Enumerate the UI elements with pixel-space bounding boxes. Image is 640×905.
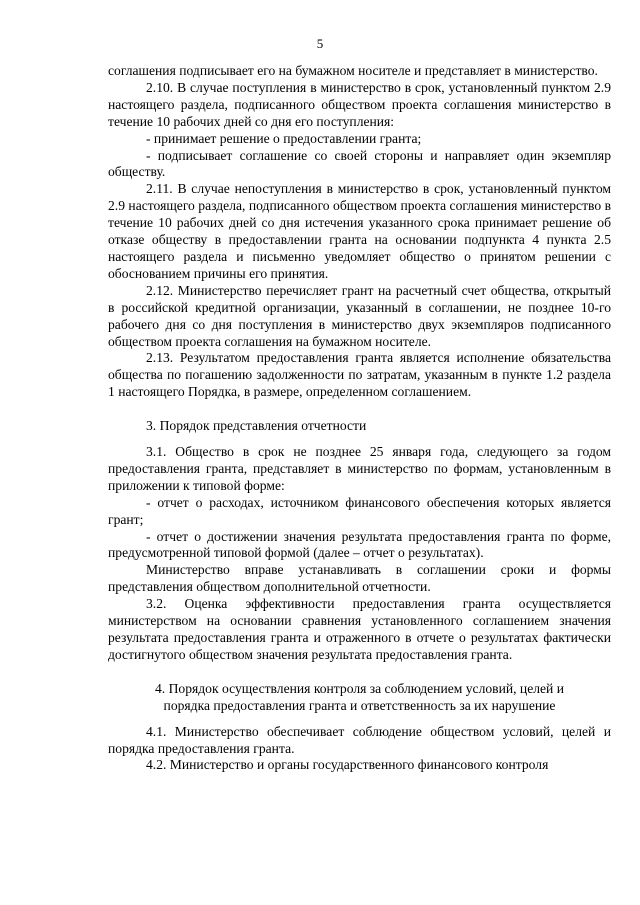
paragraph-additional-reporting: Министерство вправе устанавливать в соглашении сроки и формы представления обществом дополнительной отчетности. xyxy=(108,562,611,595)
list-item-result-report: - отчет о достижении значения результата предоставления гранта по форме, предусмотренной типовой формой (далее – отчет о результатах). xyxy=(108,528,611,561)
paragraph-2-11: 2.11. В случае непоступления в министерство в срок, установленный пунктом 2.9 настоящего раздела, подписанного обществом проекта соглашения министерство в течение 10 рабочих дней со дня истечения указанного срока принимает решение об отказе обществу в предоставлении гранта на основании подпункта 4 пункта 2.5 настоящего раздела и письменно уведомляет общество о принятом решении с обоснованием причины его принятия. xyxy=(108,181,611,281)
paragraph-3-1: 3.1. Общество в срок не позднее 25 января года, следующего за годом предоставления гранта, представляет в министерство по формам, установленным в приложении к типовой форме: xyxy=(108,444,611,493)
section-heading-4-line1: 4. Порядок осуществления контроля за соблюдением условий, целей и xyxy=(154,680,564,696)
document-body xyxy=(108,63,611,774)
paragraph-2-10: 2.10. В случае поступления в министерство в срок, установленный пунктом 2.9 настоящего раздела, подписанного обществом проекта соглашения министерство в течение 10 рабочих дней со дня его поступления: xyxy=(108,79,611,129)
list-item-sign: - подписывает соглашение со своей стороны и направляет один экземпляр обществу. xyxy=(108,147,611,180)
list-item-expense-report: - отчет о расходах, источником финансового обеспечения которых является грант; xyxy=(108,494,611,527)
list-item-decision: - принимает решение о предоставлении гранта; xyxy=(146,130,422,146)
paragraph-4-1: 4.1. Министерство обеспечивает соблюдение обществом условий, целей и порядка предоставления гранта. xyxy=(108,723,611,756)
paragraph-2-12: 2.12. Министерство перечисляет грант на расчетный счет общества, открытый в российской кредитной организации, указанный в соглашении, не позднее 10-го рабочего дня со дня поступления в министерство двух экземпляров подписанного обществом проекта соглашения на бумажном носителе. xyxy=(108,282,611,349)
paragraph-4-2: 4.2. Министерство и органы государственного финансового контроля xyxy=(146,757,549,773)
section-heading-3: 3. Порядок представления отчетности xyxy=(146,418,367,434)
paragraph-2-13: 2.13. Результатом предоставления гранта является исполнение обязательства общества по погашению задолженности по затратам, указанным в пункте 1.2 раздела 1 настоящего Порядка, в размере, определенном соглашением. xyxy=(108,350,611,400)
page-number: 5 xyxy=(316,36,324,51)
section-heading-4-line2: порядка предоставления гранта и ответственность за их нарушение xyxy=(163,697,556,713)
section-heading-4 xyxy=(108,681,611,715)
paragraph-continuation: соглашения подписывает его на бумажном носителе и представляет в министерство. xyxy=(108,63,598,78)
paragraph-3-2: 3.2. Оценка эффективности предоставления гранта осуществляется министерством на основании сравнения установленного соглашением значения результата предоставления гранта и отраженного в отчете о результатах фактически достигнутого обществом значения результата предоставления гранта. xyxy=(108,596,611,662)
